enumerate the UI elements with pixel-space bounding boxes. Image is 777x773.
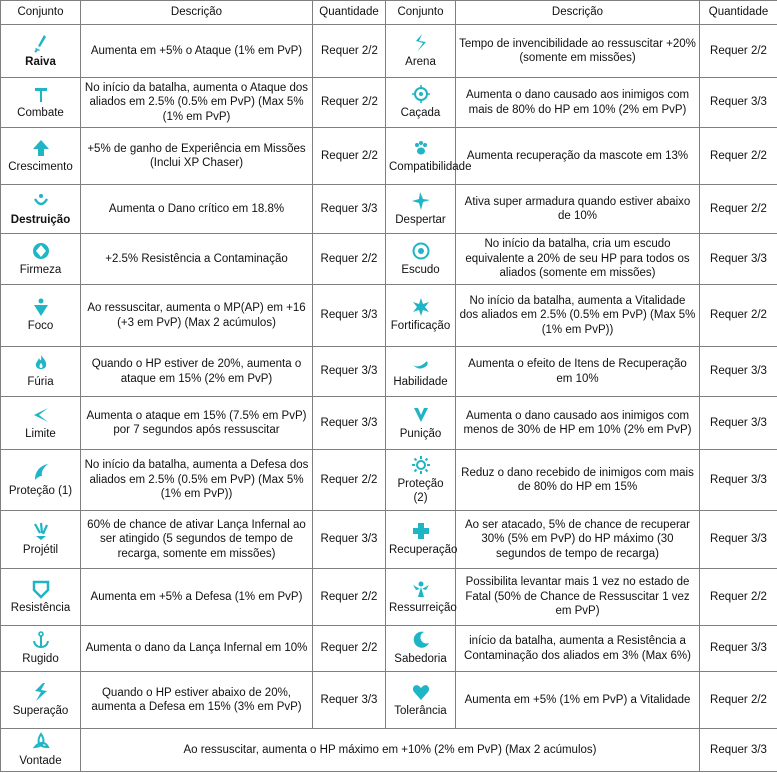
set-quantity: Requer 3/3 [700, 347, 777, 397]
set-cell [386, 25, 456, 78]
set-quantity: Requer 3/3 [700, 511, 777, 569]
set-name: Raiva [25, 55, 56, 68]
table-row [1, 185, 777, 234]
set-description: Possibilita levantar mais 1 vez no estado de Fatal (50% de Chance de Ressuscitar 1 vez em PvP) [456, 569, 700, 626]
set-cell [1, 234, 81, 285]
set-cell [1, 347, 81, 397]
set-quantity: Requer 2/2 [313, 25, 386, 78]
set-name: Proteção (1) [8, 484, 73, 497]
set-quantity: Requer 3/3 [700, 78, 777, 128]
set-description: Aumenta o dano da Lança Infernal em 10% [81, 626, 313, 672]
header-quantity: Quantidade [313, 1, 386, 25]
chevron-icon [411, 405, 431, 425]
set-description: No início da batalha, aumenta o Ataque dos aliados em 2.5% (0.5% em PvP) (Max 5% (1% em PvP) [81, 78, 313, 128]
set-quantity: Requer 3/3 [313, 672, 386, 729]
star-burst-icon [411, 297, 431, 317]
set-quantity: Requer 2/2 [700, 285, 777, 347]
set-description: Aumenta o dano causado aos inimigos com menos de 30% de HP em 10% (2% em PvP) [456, 397, 700, 450]
set-cell [1, 78, 81, 128]
set-description: início da batalha, aumenta a Resistência a Contaminação dos aliados em 3% (Max 6%) [456, 626, 700, 672]
table-row [1, 285, 777, 347]
set-cell [1, 511, 81, 569]
table-row [1, 128, 777, 185]
set-name: Resistência [10, 601, 71, 614]
table-row [1, 397, 777, 450]
set-quantity: Requer 3/3 [313, 397, 386, 450]
set-cell [386, 128, 472, 185]
set-description: Ao ser atacado, 5% de chance de recuperar 30% (5% em PvP) do HP máximo (30 segundos de tempo de recarga) [456, 511, 700, 569]
target-icon [411, 241, 431, 261]
set-quantity: Requer 2/2 [313, 626, 386, 672]
table-row [1, 78, 777, 128]
set-cell [1, 397, 81, 450]
set-description: Quando o HP estiver de 20%, aumenta o ataque em 15% (2% em PvP) [81, 347, 313, 397]
set-description: Aumenta recuperação da mascote em 13% [456, 128, 700, 185]
sparkle-icon [411, 191, 431, 211]
set-description: +5% de ganho de Experiência em Missões (Inclui XP Chaser) [81, 128, 313, 185]
set-cell [1, 285, 81, 347]
table-row [1, 450, 777, 511]
smile-arc-icon [31, 191, 51, 211]
triquetra-icon [31, 732, 51, 752]
moon-icon [411, 630, 431, 650]
set-description: Aumenta em +5% o Ataque (1% em PvP) [81, 25, 313, 78]
zigzag-icon [411, 33, 431, 53]
set-quantity: Requer 3/3 [700, 397, 777, 450]
set-name: Caçada [400, 107, 441, 120]
header-description-2: Descrição [456, 1, 700, 25]
set-cell [1, 569, 81, 626]
set-name: Fortificação [390, 320, 451, 333]
table-row [1, 569, 777, 626]
hammer-icon [31, 84, 51, 104]
wave-icon [411, 353, 431, 373]
set-name: Crescimento [8, 160, 73, 173]
table-row [1, 234, 777, 285]
header-set: Conjunto [1, 1, 81, 25]
set-name: Compatibilidade [389, 160, 472, 173]
set-description: +2.5% Resistência a Contaminação [81, 234, 313, 285]
set-description: Aumenta o Dano crítico em 18.8% [81, 185, 313, 234]
set-name: Ressurreição [389, 601, 457, 614]
sun-icon [411, 455, 431, 475]
set-description: Aumenta o efeito de Itens de Recuperação em 10% [456, 347, 700, 397]
header-set-2: Conjunto [386, 1, 456, 25]
table-row [1, 511, 777, 569]
set-cell [1, 672, 81, 729]
set-quantity: Requer 3/3 [313, 185, 386, 234]
set-name: Escudo [401, 263, 440, 276]
set-description: No início da batalha, cria um escudo equivalente a 20% de seu HP para todos os aliados (somente em missões) [456, 234, 700, 285]
set-name: Arena [405, 55, 436, 68]
set-description: Ao ressuscitar, aumenta o HP máximo em +10% (2% em PvP) (Max 2 acúmulos) [81, 729, 700, 772]
set-cell [386, 672, 456, 729]
set-quantity: Requer 2/2 [700, 672, 777, 729]
set-cell [386, 397, 456, 450]
set-cell [386, 626, 456, 672]
header-description: Descrição [81, 1, 313, 25]
set-quantity: Requer 3/3 [700, 234, 777, 285]
set-description: Aumenta em +5% (1% em PvP) a Vitalidade [456, 672, 700, 729]
set-name: Foco [27, 320, 54, 333]
set-description: Aumenta em +5% a Defesa (1% em PvP) [81, 569, 313, 626]
set-cell [386, 511, 456, 569]
set-description: Aumenta o dano causado aos inimigos com mais de 80% do HP em 10% (2% em PvP) [456, 78, 700, 128]
set-description: Aumenta o ataque em 15% (7.5% em PvP) por 7 segundos após ressuscitar [81, 397, 313, 450]
drop-down-icon [31, 297, 51, 317]
set-quantity: Requer 2/2 [700, 185, 777, 234]
set-name: Fúria [27, 376, 54, 389]
shield-round-icon [31, 241, 51, 261]
set-quantity: Requer 2/2 [313, 78, 386, 128]
table-row [1, 626, 777, 672]
bolt-icon [31, 682, 51, 702]
set-quantity: Requer 3/3 [700, 626, 777, 672]
table-row [1, 672, 777, 729]
set-name: Sabedoria [394, 653, 447, 666]
set-quantity: Requer 2/2 [313, 450, 386, 511]
set-name: Rugido [22, 653, 59, 666]
spears-icon [31, 521, 51, 541]
set-description: No início da batalha, aumenta a Vitalidade dos aliados em 2.5% (0.5% em PvP) (Max 5% (1% em PvP)) [456, 285, 700, 347]
set-description: Tempo de invencibilidade ao ressuscitar +20% (somente em missões) [456, 25, 700, 78]
set-cell [386, 285, 456, 347]
dagger-icon [31, 33, 51, 53]
set-cell [386, 234, 456, 285]
set-cell [386, 450, 456, 511]
set-quantity: Requer 2/2 [313, 569, 386, 626]
set-cell [1, 729, 81, 772]
set-name: Habilidade [393, 376, 448, 389]
set-cell [1, 450, 81, 511]
set-name: Vontade [19, 754, 62, 767]
shield-icon [31, 579, 51, 599]
set-name: Combate [17, 107, 64, 120]
set-cell [1, 626, 81, 672]
set-cell [1, 128, 81, 185]
set-quantity: Requer 2/2 [313, 234, 386, 285]
flame-icon [31, 353, 51, 373]
set-description: Ativa super armadura quando estiver abaixo de 10% [456, 185, 700, 234]
set-name: Firmeza [19, 263, 62, 276]
angel-icon [411, 579, 431, 599]
set-quantity: Requer 3/3 [700, 729, 777, 772]
set-name: Projétil [22, 544, 59, 557]
set-quantity: Requer 2/2 [313, 128, 386, 185]
arrow-up-icon [31, 138, 51, 158]
set-quantity: Requer 2/2 [700, 25, 777, 78]
set-cell [1, 185, 81, 234]
set-quantity: Requer 3/3 [313, 347, 386, 397]
set-quantity: Requer 2/2 [700, 128, 777, 185]
anchor-icon [31, 630, 51, 650]
set-quantity: Requer 3/3 [313, 511, 386, 569]
table-row [1, 729, 777, 772]
set-name: Superação [12, 704, 69, 717]
set-cell [386, 569, 456, 626]
heart-icon [411, 682, 431, 702]
cross-icon [411, 521, 431, 541]
set-cell [386, 185, 456, 234]
set-name: Tolerância [394, 704, 447, 717]
paw-icon [411, 138, 431, 158]
set-description: No início da batalha, aumenta a Defesa dos aliados em 2.5% (0.5% em PvP) (Max 5% (1% em PvP)) [81, 450, 313, 511]
claw-icon [31, 405, 51, 425]
wing-icon [31, 462, 51, 482]
set-cell [1, 25, 81, 78]
set-cell [386, 347, 456, 397]
set-name: Limite [25, 427, 56, 440]
set-quantity: Requer 3/3 [700, 450, 777, 511]
table-row [1, 25, 777, 78]
header-quantity-2: Quantidade [700, 1, 777, 25]
table-row [1, 347, 777, 397]
crosshair-icon [411, 84, 431, 104]
set-description: Reduz o dano recebido de inimigos com mais de 80% do HP em 15% [456, 450, 700, 511]
header-row [1, 1, 777, 25]
set-description: Quando o HP estiver abaixo de 20%, aumenta a Defesa em 15% (3% em PvP) [81, 672, 313, 729]
set-name: Proteção (2) [397, 477, 444, 504]
set-name: Recuperação [389, 544, 458, 557]
set-description: 60% de chance de ativar Lança Infernal ao ser atingido (5 segundos de tempo de recarga, somente em missões) [81, 511, 313, 569]
set-name: Punição [399, 427, 442, 440]
set-quantity: Requer 2/2 [700, 569, 777, 626]
set-description: Ao ressuscitar, aumenta o MP(AP) em +16 (+3 em PvP) (Max 2 acúmulos) [81, 285, 313, 347]
set-name: Despertar [395, 213, 446, 226]
set-cell [386, 78, 456, 128]
set-name: Destruição [10, 213, 71, 226]
set-quantity: Requer 3/3 [313, 285, 386, 347]
